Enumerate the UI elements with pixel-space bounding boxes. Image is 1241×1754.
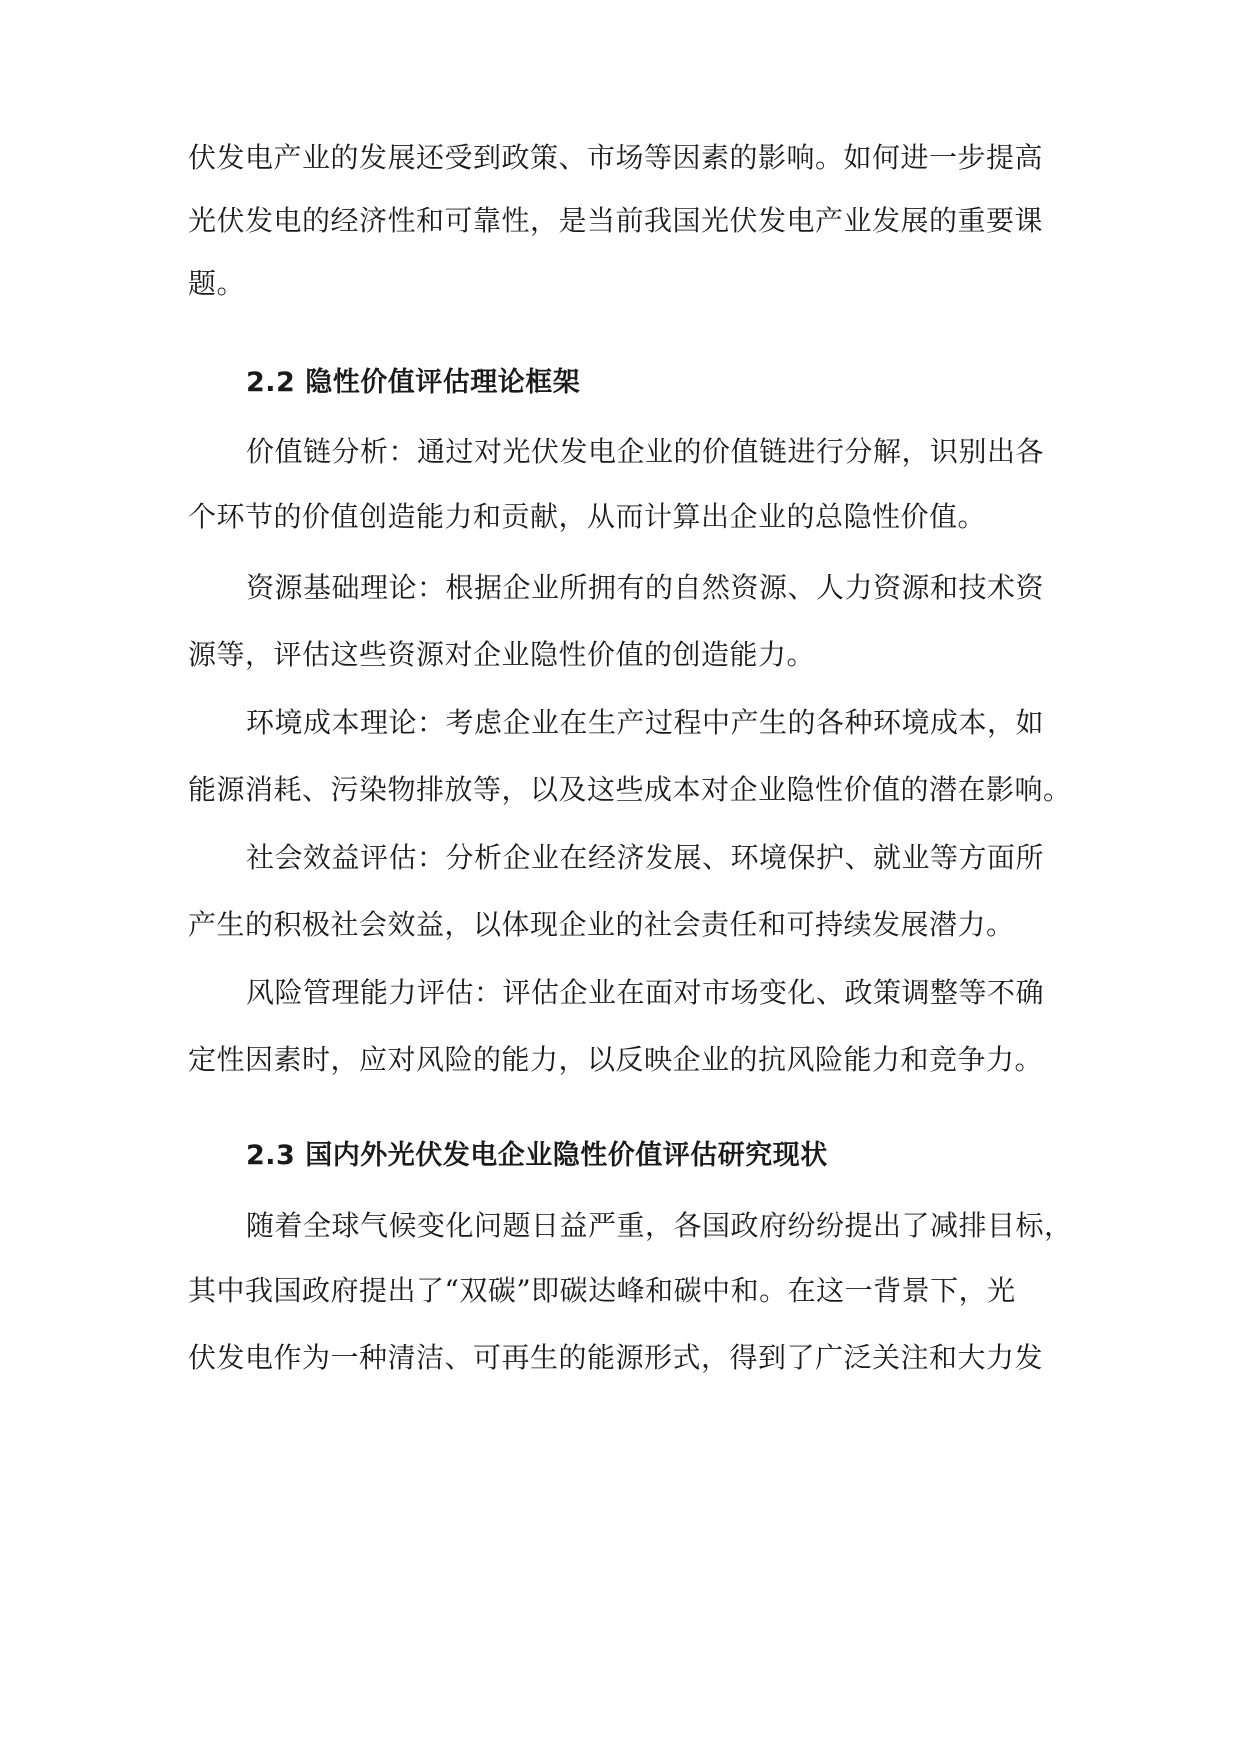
section-heading-2-3: 2.3 国内外光伏发电企业隐性价值评估研究现状: [246, 1140, 828, 1171]
text-line: 伏发电产业的发展还受到政策、市场等因素的影响。如何进一步提高: [188, 141, 1044, 174]
text-line: 风险管理能力评估：评估企业在面对市场变化、政策调整等不确: [246, 976, 1045, 1009]
text-line: 光伏发电的经济性和可靠性，是当前我国光伏发电产业发展的重要课: [188, 204, 1044, 237]
text-line: 其中我国政府提出了“双碳”即碳达峰和碳中和。在这一背景下，光: [188, 1274, 1016, 1307]
text-line: 定性因素时，应对风险的能力，以反映企业的抗风险能力和竞争力。: [188, 1043, 1044, 1076]
text-line: 产生的积极社会效益，以体现企业的社会责任和可持续发展潜力。: [188, 908, 1015, 941]
text-line: 资源基础理论：根据企业所拥有的自然资源、人力资源和技术资: [246, 571, 1045, 604]
text-line: 社会效益评估：分析企业在经济发展、环境保护、就业等方面所: [246, 841, 1045, 874]
text-line: 源等，评估这些资源对企业隐性价值的创造能力。: [188, 638, 816, 671]
text-line: 伏发电作为一种清洁、可再生的能源形式，得到了广泛关注和大力发: [188, 1341, 1044, 1374]
text-line: 价值链分析：通过对光伏发电企业的价值链进行分解，识别出各: [246, 435, 1045, 468]
text-line: 个环节的价值创造能力和贡献，从而计算出企业的总隐性价值。: [188, 500, 987, 533]
text-line: 环境成本理论：考虑企业在生产过程中产生的各种环境成本，如: [246, 706, 1045, 739]
section-heading-2-2: 2.2 隐性价值评估理论框架: [246, 367, 581, 398]
text-line: 随着全球气候变化问题日益严重，各国政府纷纷提出了减排目标，: [246, 1209, 1073, 1242]
text-line: 题。: [188, 267, 246, 300]
text-line: 能源消耗、污染物排放等，以及这些成本对企业隐性价值的潜在影响。: [188, 773, 1072, 806]
